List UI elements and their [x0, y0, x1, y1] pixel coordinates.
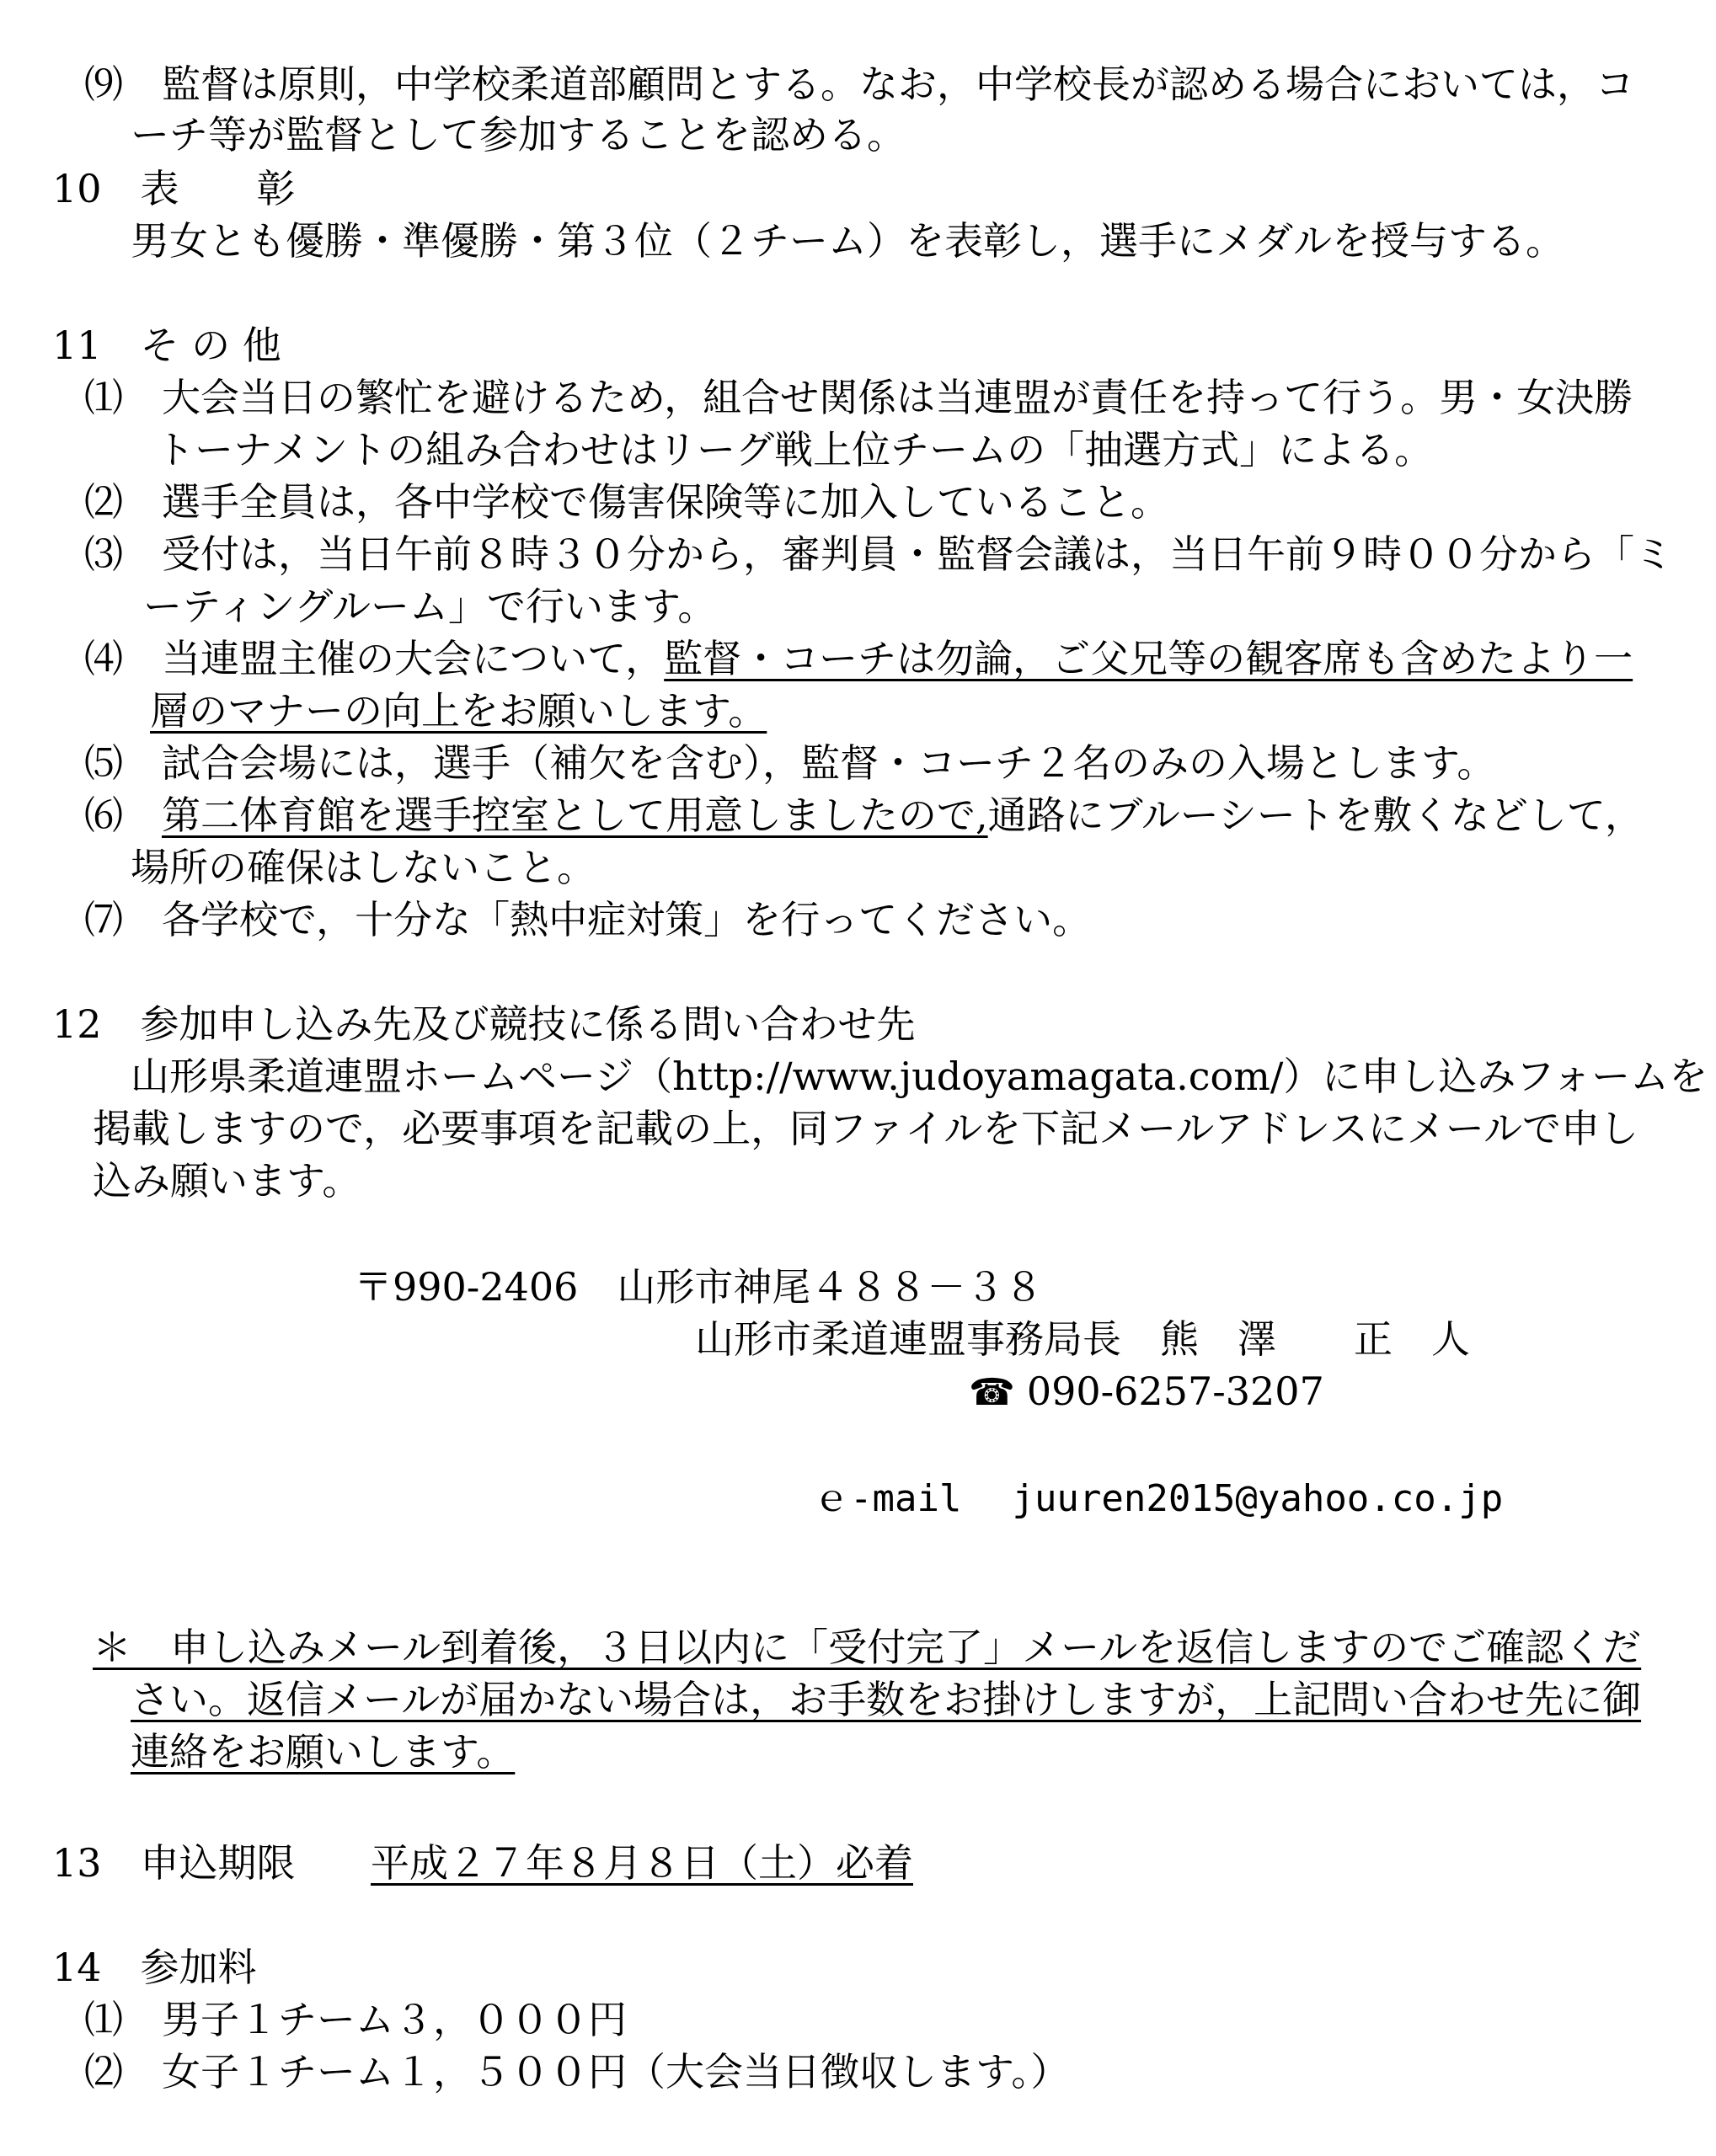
- section-12-line2: 掲載しますので，必要事項を記載の上，同ファイルを下記メールアドレスにメールで申し: [93, 1106, 1638, 1151]
- item-9-line2: ーチ等が監督として参加することを認める。: [131, 112, 906, 157]
- section-12-line3: 込み願います。: [93, 1158, 361, 1203]
- contact-phone-line: [969, 1364, 1324, 1420]
- item-11-4-emphasis: 監督・コーチは勿論，ご父兄等の観客席も含めたより一: [664, 636, 1633, 681]
- item-11-4-line1: [84, 632, 1633, 686]
- section-13-heading: 13 申込期限: [52, 1840, 296, 1886]
- note-text-3: 連絡をお願いします。: [131, 1729, 516, 1774]
- item-11-5: ⑸ 試合会場には，選手（補欠を含む），監督・コーチ２名のみの入場とします。: [84, 740, 1496, 786]
- fee-boys: ⑴ 男子１チーム３，０００円: [84, 1997, 627, 2042]
- section-10-text: 男女とも優勝・準優勝・第３位（２チーム）を表彰し，選手にメダルを授与する。: [131, 218, 1564, 264]
- item-11-6-emphasis: 第二体育館を選手控室として用意しましたので,: [162, 792, 988, 838]
- item-11-2: ⑵ 選手全員は，各中学校で傷害保険等に加入していること。: [84, 479, 1169, 525]
- note-text-1: ＊ 申し込みメール到着後，３日以内に「受付完了」メールを返信しますのでご確認くだ: [93, 1625, 1642, 1670]
- note-text-2: さい。返信メールが届かない場合は，お手数をお掛けしますが，上記問い合わせ先に御: [131, 1677, 1642, 1722]
- item-11-6-number: ⑹: [84, 792, 162, 838]
- item-11-3-line2: ーティングルーム」で行います。: [143, 584, 717, 629]
- section-11-heading: 11 そ の 他: [52, 323, 281, 368]
- item-11-6-rest: 通路にブルーシートを敷くなどして，: [987, 792, 1644, 838]
- item-9-line1: ⑼ 監督は原則，中学校柔道部顧問とする。なお，中学校長が認める場合においては，コ: [84, 61, 1634, 107]
- email-label: ｅ-mail: [813, 1477, 962, 1520]
- contact-address: 〒990-2406 山形市神尾４８８－３８: [354, 1264, 1044, 1310]
- note-line2: [131, 1673, 1641, 1726]
- fee-girls: ⑵ 女子１チーム１，５００円（大会当日徴収します。）: [84, 2049, 1070, 2095]
- section-10-heading: 10 表 彰: [52, 166, 296, 211]
- note-line3: [131, 1725, 515, 1779]
- item-11-4-emphasis-cont: 層のマナーの向上をお願いします。: [150, 688, 767, 734]
- item-11-7: ⑺ 各学校で，十分な「熱中症対策」を行ってください。: [84, 897, 1092, 942]
- item-11-3-line1: ⑶ 受付は，当日午前８時３０分から，審判員・監督会議は，当日午前９時００分から「ミ: [84, 531, 1673, 577]
- section-12-heading: 12 参加申し込み先及び競技に係る問い合わせ先: [52, 1001, 916, 1047]
- contact-email-line: [813, 1472, 1503, 1526]
- contact-office: 山形市柔道連盟事務局長 熊 澤 正 人: [695, 1316, 1470, 1362]
- item-11-1-line1: ⑴ 大会当日の繁忙を避けるため，組合せ関係は当連盟が責任を持って行う。男・女決勝: [84, 375, 1633, 420]
- item-11-4-lead: ⑷ 当連盟主催の大会について，: [84, 636, 665, 681]
- telephone-icon: ☎: [969, 1371, 1015, 1414]
- contact-phone: 090-6257-3207: [1026, 1369, 1324, 1414]
- deadline-text: 平成２７年８月８日（土）必着: [371, 1840, 913, 1886]
- section-14-heading: 14 参加料: [52, 1945, 257, 1990]
- item-11-6-line1: [84, 788, 1644, 842]
- email-address: juuren2015@yahoo.co.jp: [1012, 1477, 1504, 1520]
- item-11-1-line2: トーナメントの組み合わせはリーグ戦上位チームの「抽選方式」による。: [156, 427, 1434, 472]
- item-11-6-line2: 場所の確保はしないこと。: [131, 845, 596, 890]
- section-12-line1: 山形県柔道連盟ホームページ（http://www.judoyamagata.com/）に申し込みフォームを: [131, 1054, 1708, 1099]
- item-11-4-line2: [150, 684, 767, 738]
- deadline-value: [371, 1836, 913, 1890]
- note-line1: [93, 1620, 1641, 1674]
